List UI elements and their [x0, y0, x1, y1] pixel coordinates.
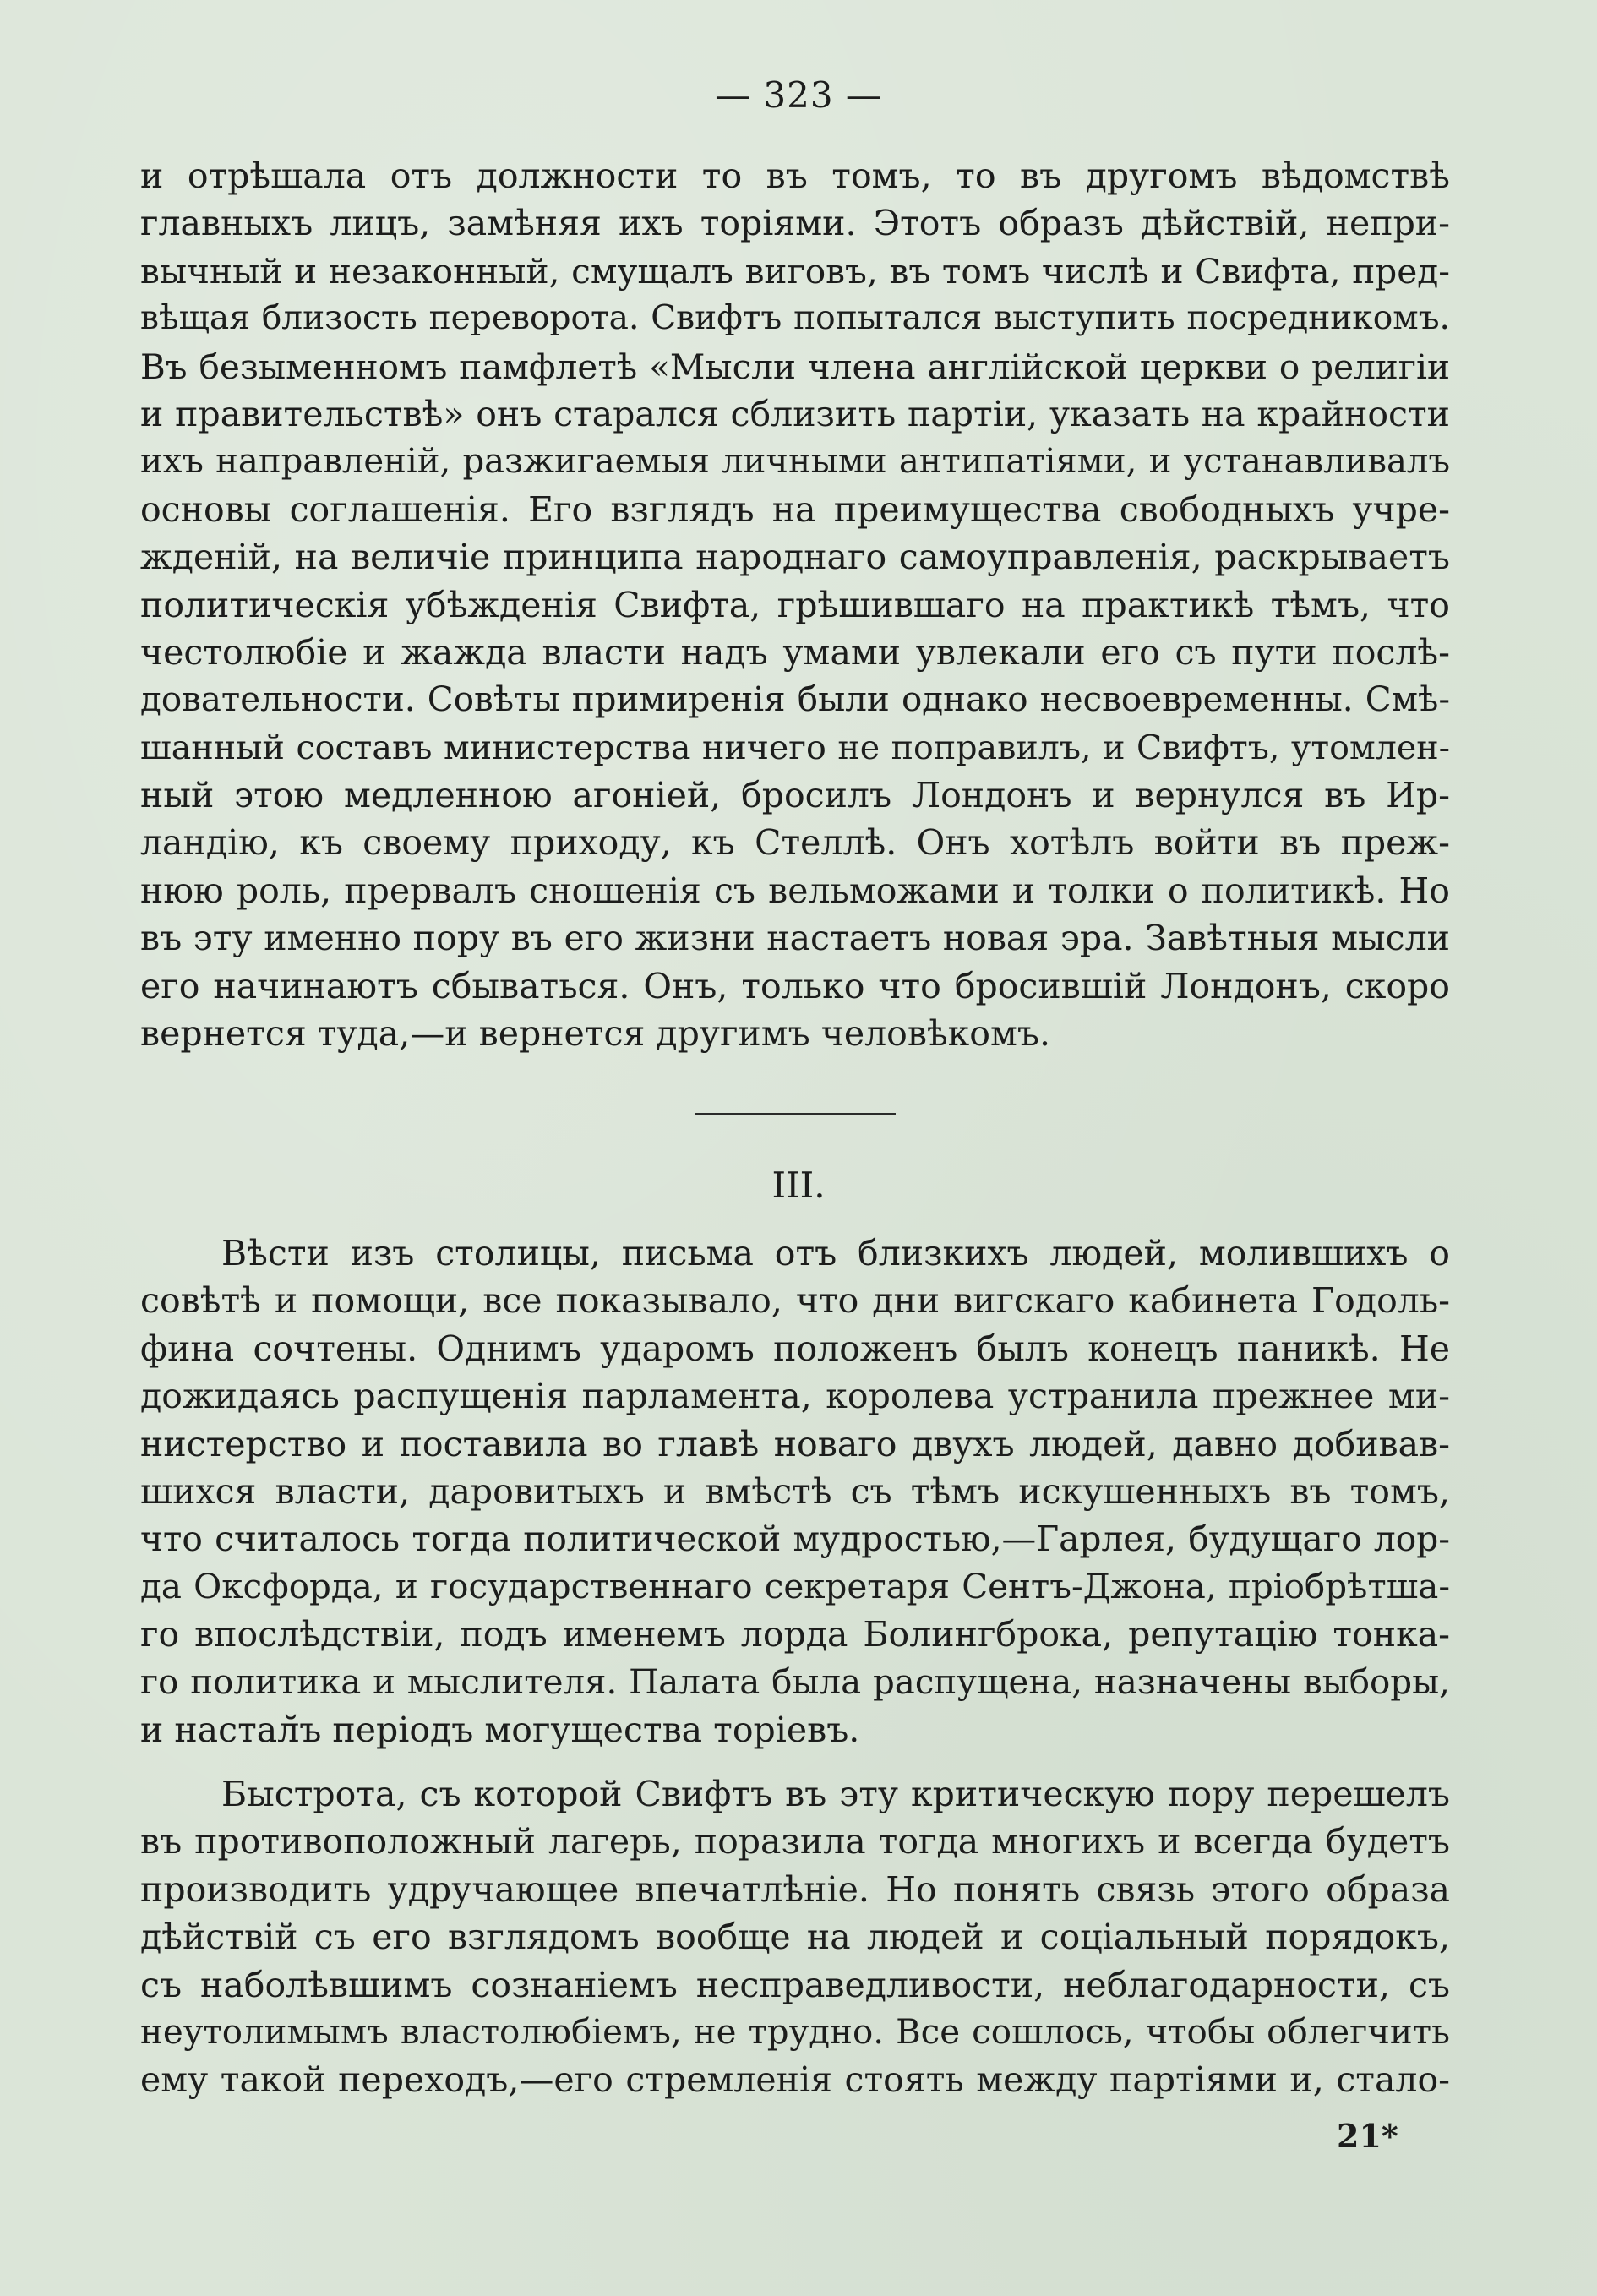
text-line: довательности. Совѣты примиренія были однако несвоевременны. Смѣ-	[140, 679, 1450, 720]
text-line: го политика и мыслителя. Палата была распущена, назначены выборы,	[140, 1661, 1450, 1702]
text-line: Вѣсти изъ столицы, письма отъ близкихъ людей, молившихъ о	[221, 1233, 1450, 1273]
text-line: основы соглашенія. Его взглядъ на преимущества свободныхъ учре-	[140, 488, 1450, 530]
text-line: дѣйствій съ его взглядомъ вообще на людей и соціальный порядокъ,	[140, 1917, 1450, 1958]
text-line: фина сочтены. Однимъ ударомъ положенъ былъ конецъ паникѣ. Не	[140, 1328, 1450, 1369]
text-line: производить удручающее впечатлѣніе. Но понять связь этого образа	[140, 1868, 1450, 1910]
text-line: шихся власти, даровитыхъ и вмѣстѣ съ тѣмъ искушенныхъ въ томъ,	[140, 1470, 1450, 1512]
text-line: нюю роль, прервалъ сношенія съ вельможами и толки о политикѣ. Но	[140, 870, 1450, 911]
text-line: ный этою медленною агоніей, бросилъ Лондонъ и вернулся въ Ир-	[140, 775, 1450, 816]
text-line: въ эту именно пору въ его жизни настаетъ новая эра. Завѣтныя мысли	[140, 918, 1450, 959]
text-line: вернется туда,—и вернется другимъ человѣкомъ.	[140, 1013, 1050, 1055]
text-line: ихъ направленій, разжигаемыя личными антипатіями, и устанавливалъ	[140, 442, 1450, 482]
text-line: вѣщая близость переворота. Свифтъ попытался выступить посредникомъ.	[140, 299, 1450, 338]
text-line: да Оксфорда, и государственнаго секретаря Сентъ-Джона, пріобрѣтша-	[140, 1566, 1450, 1606]
text-line: ему такой переходъ,—его стремленія стоять между партіями и, стало-	[140, 2059, 1450, 2101]
text-line: политическія убѣжденія Свифта, грѣшившаго на практикѣ тѣмъ, что	[140, 584, 1450, 625]
text-line: дожидаясь распущенія парламента, королева устранила прежнее ми-	[140, 1376, 1450, 1417]
text-line: вычный и незаконный, смущалъ виговъ, въ томъ числѣ и Свифта, пред-	[140, 250, 1450, 292]
section-divider	[695, 1113, 896, 1115]
text-line: съ наболѣвшимъ сознаніемъ несправедливости, неблагодарности, съ	[140, 1964, 1450, 2005]
text-line: что считалось тогда политической мудростью,—Гарлея, будущаго лор-	[140, 1519, 1450, 1560]
paragraph-2	[140, 1230, 1450, 1753]
page-number: — 323 —	[715, 74, 882, 116]
text-line: шанный составъ министерства ничего не поправилъ, и Свифтъ, утомлен-	[140, 728, 1450, 767]
text-line: неутолимымъ властолюбіемъ, не трудно. Все сошлось, чтобы облегчить	[140, 2011, 1450, 2052]
text-line: жденій, на величіе принципа народнаго самоуправленія, раскрываетъ	[140, 537, 1450, 578]
text-line: Въ безыменномъ памфлетѣ «Мысли члена англійской церкви о религіи	[140, 346, 1450, 387]
paragraph-3	[140, 1770, 1450, 2104]
signature-mark: 21*	[1337, 2117, 1398, 2155]
text-line: совѣтѣ и помощи, все показывало, что дни вигскаго кабинета Годоль-	[140, 1280, 1450, 1322]
text-line: главныхъ лицъ, замѣняя ихъ торіями. Этотъ образъ дѣйствій, непри-	[140, 203, 1450, 244]
text-line: ландію, къ своему приходу, къ Стеллѣ. Онъ хотѣлъ войти въ преж-	[140, 822, 1450, 864]
section-heading: III.	[771, 1164, 826, 1206]
text-line: честолюбіе и жажда власти надъ умами увлекали его съ пути послѣ-	[140, 631, 1450, 673]
text-line: въ противоположный лагерь, поразила тогда многихъ и всегда будетъ	[140, 1821, 1450, 1862]
text-line: и отрѣшала отъ должности то въ томъ, то въ другомъ вѣдомствѣ	[140, 155, 1450, 196]
paragraph-1	[140, 152, 1450, 1057]
text-line: его начинаютъ сбываться. Онъ, только что бросившій Лондонъ, скоро	[140, 965, 1450, 1006]
text-line: и правительствѣ» онъ старался сблизить партіи, указать на крайности	[140, 393, 1450, 434]
text-line: го впослѣдствіи, подъ именемъ лорда Болингброка, репутацію тонка-	[140, 1614, 1450, 1655]
text-line: нистерство и поставила во главѣ новаго двухъ людей, давно добивав-	[140, 1423, 1450, 1464]
text-line: и настал̆ъ періодъ могущества торіевъ.	[140, 1709, 860, 1750]
text-line: Быстрота, съ которой Свифтъ въ эту критическую пору перешелъ	[221, 1774, 1450, 1814]
